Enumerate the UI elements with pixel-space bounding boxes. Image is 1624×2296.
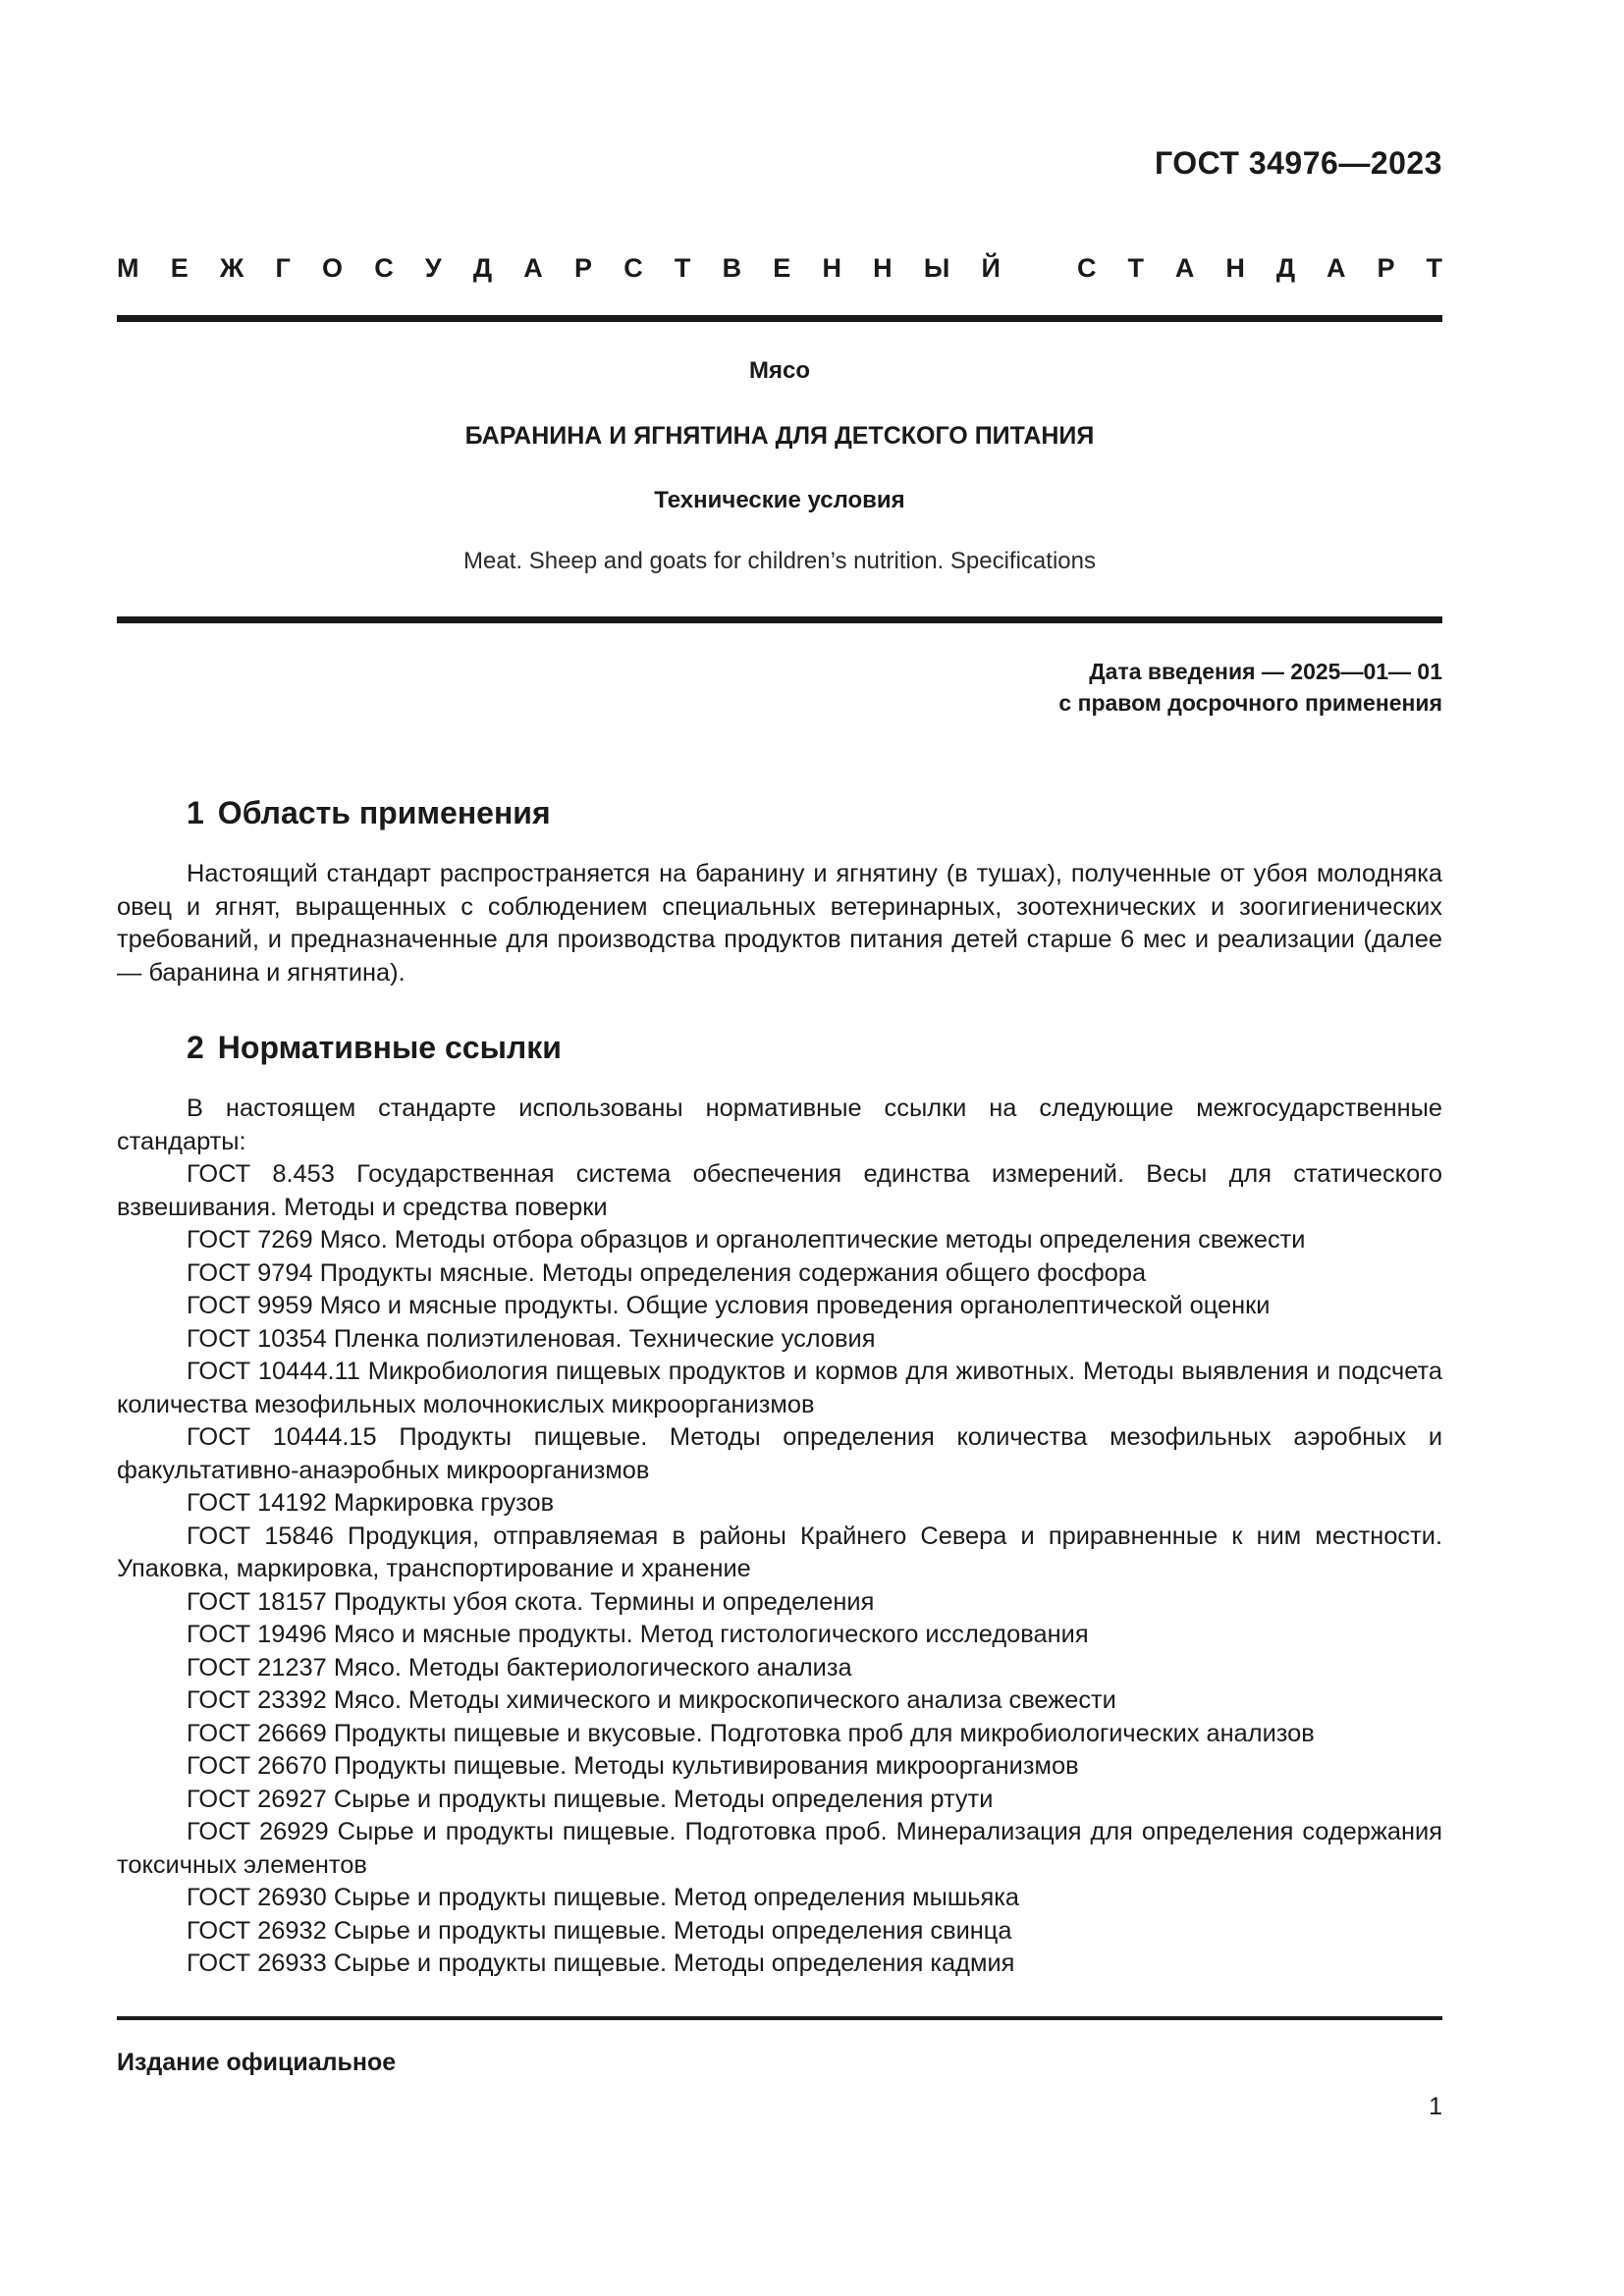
banner-letter: Г: [275, 253, 291, 283]
reference-code: ГОСТ 10444.15: [187, 1423, 377, 1451]
reference-code: ГОСТ 9959: [187, 1292, 313, 1319]
section-2-body: [117, 1093, 1442, 1981]
reference-item: [117, 1356, 1442, 1421]
reference-title: Государственная система обеспечения единства измерений. Весы для статического взвешивания. Методы и средства поверки: [117, 1160, 1443, 1221]
page-number: 1: [1429, 2093, 1442, 2120]
banner-letter: Е: [773, 253, 791, 283]
official-edition-label: Издание официальное: [117, 2049, 397, 2076]
section-1-number: 1: [187, 795, 204, 830]
reference-code: ГОСТ 10444.11: [187, 1358, 360, 1385]
reference-code: ГОСТ 26930: [187, 1884, 327, 1911]
reference-item: [117, 1718, 1442, 1751]
reference-item: [117, 1784, 1442, 1817]
banner-letter: Т: [1127, 253, 1144, 283]
banner-letter: Т: [1426, 253, 1442, 283]
reference-code: ГОСТ 26929: [187, 1818, 329, 1845]
reference-code: ГОСТ 7269: [187, 1226, 313, 1254]
reference-title: Продукты убоя скота. Термины и определения: [333, 1587, 875, 1616]
reference-code: ГОСТ 15846: [187, 1522, 334, 1550]
top-divider: [117, 315, 1442, 322]
reference-title: Продукты пищевые и вкусовые. Подготовка проб для микробиологических анализов: [333, 1719, 1315, 1747]
section-2-intro: В настоящем стандарте использованы нормативные ссылки на следующие межгосударственные стандарты:: [117, 1095, 1442, 1155]
reference-code: ГОСТ 21237: [187, 1653, 327, 1682]
banner-letter: Д: [1275, 253, 1296, 283]
reference-title: Сырье и продукты пищевые. Методы определения кадмия: [333, 1949, 1015, 1977]
reference-item: [117, 1586, 1442, 1620]
banner-letter: Т: [674, 253, 691, 283]
section-1-title: Область применения: [217, 795, 551, 830]
normative-references-list: [117, 1158, 1442, 1981]
section-2-title: Нормативные ссылки: [217, 1030, 562, 1065]
reference-item: [117, 1652, 1442, 1685]
reference-code: ГОСТ 26670: [187, 1752, 327, 1780]
banner-letter: С: [374, 253, 394, 283]
reference-title: Мясо. Методы бактериологического анализа: [333, 1653, 852, 1682]
reference-title: Мясо. Методы отбора образцов и органолептические методы определения свежести: [319, 1226, 1306, 1254]
reference-title: Продукты мясные. Методы определения содержания общего фосфора: [319, 1258, 1147, 1287]
reference-title: Продукция, отправляемая в районы Крайнего Севера и приравненные к ним местности. Упаковка, маркировка, транспортирование и хранение: [117, 1522, 1442, 1582]
section-2-heading: [187, 1030, 562, 1066]
reference-item: [117, 1158, 1442, 1224]
reference-title: Маркировка грузов: [333, 1489, 555, 1517]
reference-code: ГОСТ 14192: [187, 1489, 327, 1517]
banner-letter: В: [722, 253, 742, 283]
banner-letter: О: [321, 253, 343, 283]
banner-letter: Е: [170, 253, 189, 283]
banner-word-standard: [1077, 253, 1442, 284]
reference-item: [117, 1915, 1442, 1949]
banner-letter: Р: [573, 253, 592, 283]
reference-code: ГОСТ 26932: [187, 1916, 327, 1945]
introduction-date-block: [1058, 656, 1442, 719]
reference-title: Мясо. Методы химического и микроскопического анализа свежести: [333, 1686, 1116, 1714]
reference-title: Продукты пищевые. Методы культивирования микроорганизмов: [333, 1752, 1079, 1780]
reference-code: ГОСТ 26669: [187, 1719, 327, 1747]
banner-letter: А: [523, 253, 543, 283]
reference-item: [117, 1224, 1442, 1257]
banner-letter: Д: [472, 253, 493, 283]
reference-title: Сырье и продукты пищевые. Методы определения ртути: [333, 1785, 994, 1813]
title-subject: Мясо: [748, 357, 810, 384]
reference-item: [117, 1421, 1442, 1487]
reference-item: [117, 1521, 1442, 1586]
reference-item: [117, 1619, 1442, 1652]
document-number: ГОСТ 34976—2023: [1154, 145, 1442, 181]
banner-word-interstate: [117, 253, 1001, 284]
reference-title: Мясо и мясные продукты. Метод гистологического исследования: [333, 1621, 1089, 1648]
banner-letter: Н: [873, 253, 893, 283]
banner-letter: С: [623, 253, 643, 283]
reference-code: ГОСТ 9794: [187, 1258, 313, 1287]
reference-item: [117, 1290, 1442, 1323]
banner-letter: М: [117, 253, 139, 283]
reference-code: ГОСТ 26927: [187, 1785, 327, 1813]
reference-title: Микробиология пищевых продуктов и кормов для животных. Методы выявления и подсчета количества мезофильных молочнокислых микроорганизмов: [117, 1358, 1443, 1418]
banner-letter: А: [1326, 253, 1346, 283]
footer-divider: [117, 2016, 1442, 2020]
reference-code: ГОСТ 8.453: [187, 1160, 335, 1188]
banner-letter: Ж: [219, 253, 244, 283]
reference-code: ГОСТ 10354: [187, 1324, 327, 1353]
banner-letter: У: [424, 253, 442, 283]
reference-code: ГОСТ 23392: [187, 1686, 327, 1714]
reference-title: Сырье и продукты пищевые. Подготовка проб. Минерализация для определения содержания токсичных элементов: [117, 1818, 1442, 1879]
reference-code: ГОСТ 18157: [187, 1587, 327, 1616]
banner-letter: Р: [1377, 253, 1395, 283]
reference-title: Сырье и продукты пищевые. Метод определения мышьяка: [333, 1884, 1019, 1911]
reference-item: [117, 1948, 1442, 1981]
reference-item: [117, 1684, 1442, 1718]
reference-item: [117, 1882, 1442, 1915]
reference-code: ГОСТ 19496: [187, 1621, 327, 1648]
reference-title: Пленка полиэтиленовая. Технические условия: [333, 1324, 876, 1353]
banner-letter: Ы: [923, 253, 950, 283]
reference-item: [117, 1487, 1442, 1521]
title-main: БАРАНИНА И ЯГНЯТИНА ДЛЯ ДЕТСКОГО ПИТАНИЯ: [464, 422, 1095, 450]
reference-item: [117, 1750, 1442, 1784]
section-1-heading: [187, 795, 551, 831]
reference-item: [117, 1816, 1442, 1882]
banner-letter: А: [1174, 253, 1195, 283]
title-english: Meat. Sheep and goats for children’s nutrition. Specifications: [463, 548, 1096, 574]
reference-item: [117, 1323, 1442, 1357]
reference-title: Сырье и продукты пищевые. Методы определения свинца: [333, 1916, 1012, 1945]
interstate-standard-banner: [117, 253, 1442, 284]
title-subtitle: Технические условия: [654, 487, 905, 513]
introduction-date: Дата введения — 2025—01— 01: [1089, 659, 1442, 684]
banner-letter: Н: [1225, 253, 1245, 283]
section-2-number: 2: [187, 1030, 204, 1065]
reference-code: ГОСТ 26933: [187, 1949, 327, 1977]
title-divider: [117, 616, 1442, 623]
reference-title: Мясо и мясные продукты. Общие условия проведения органолептической оценки: [319, 1292, 1271, 1319]
banner-letter: Н: [822, 253, 841, 283]
section-1-body: [117, 858, 1442, 989]
early-application-note: с правом досрочного применения: [1058, 690, 1442, 716]
reference-item: [117, 1257, 1442, 1291]
reference-title: Продукты пищевые. Методы определения количества мезофильных аэробных и факультативно-анаэробных микроорганизмов: [117, 1423, 1443, 1484]
banner-letter: Й: [981, 253, 1001, 283]
section-1-paragraph: Настоящий стандарт распространяется на баранину и ягнятину (в тушах), полученные от убоя молодняка овец и ягнят, выращенных с соблюдением специальных ветеринарных, зоотехнических и зоогигиенических требований, и предназначенные для производства продуктов питания детей старше 6 мес и реализации (далее — баранина и ягнятина).: [117, 860, 1442, 987]
banner-letter: С: [1077, 253, 1097, 283]
